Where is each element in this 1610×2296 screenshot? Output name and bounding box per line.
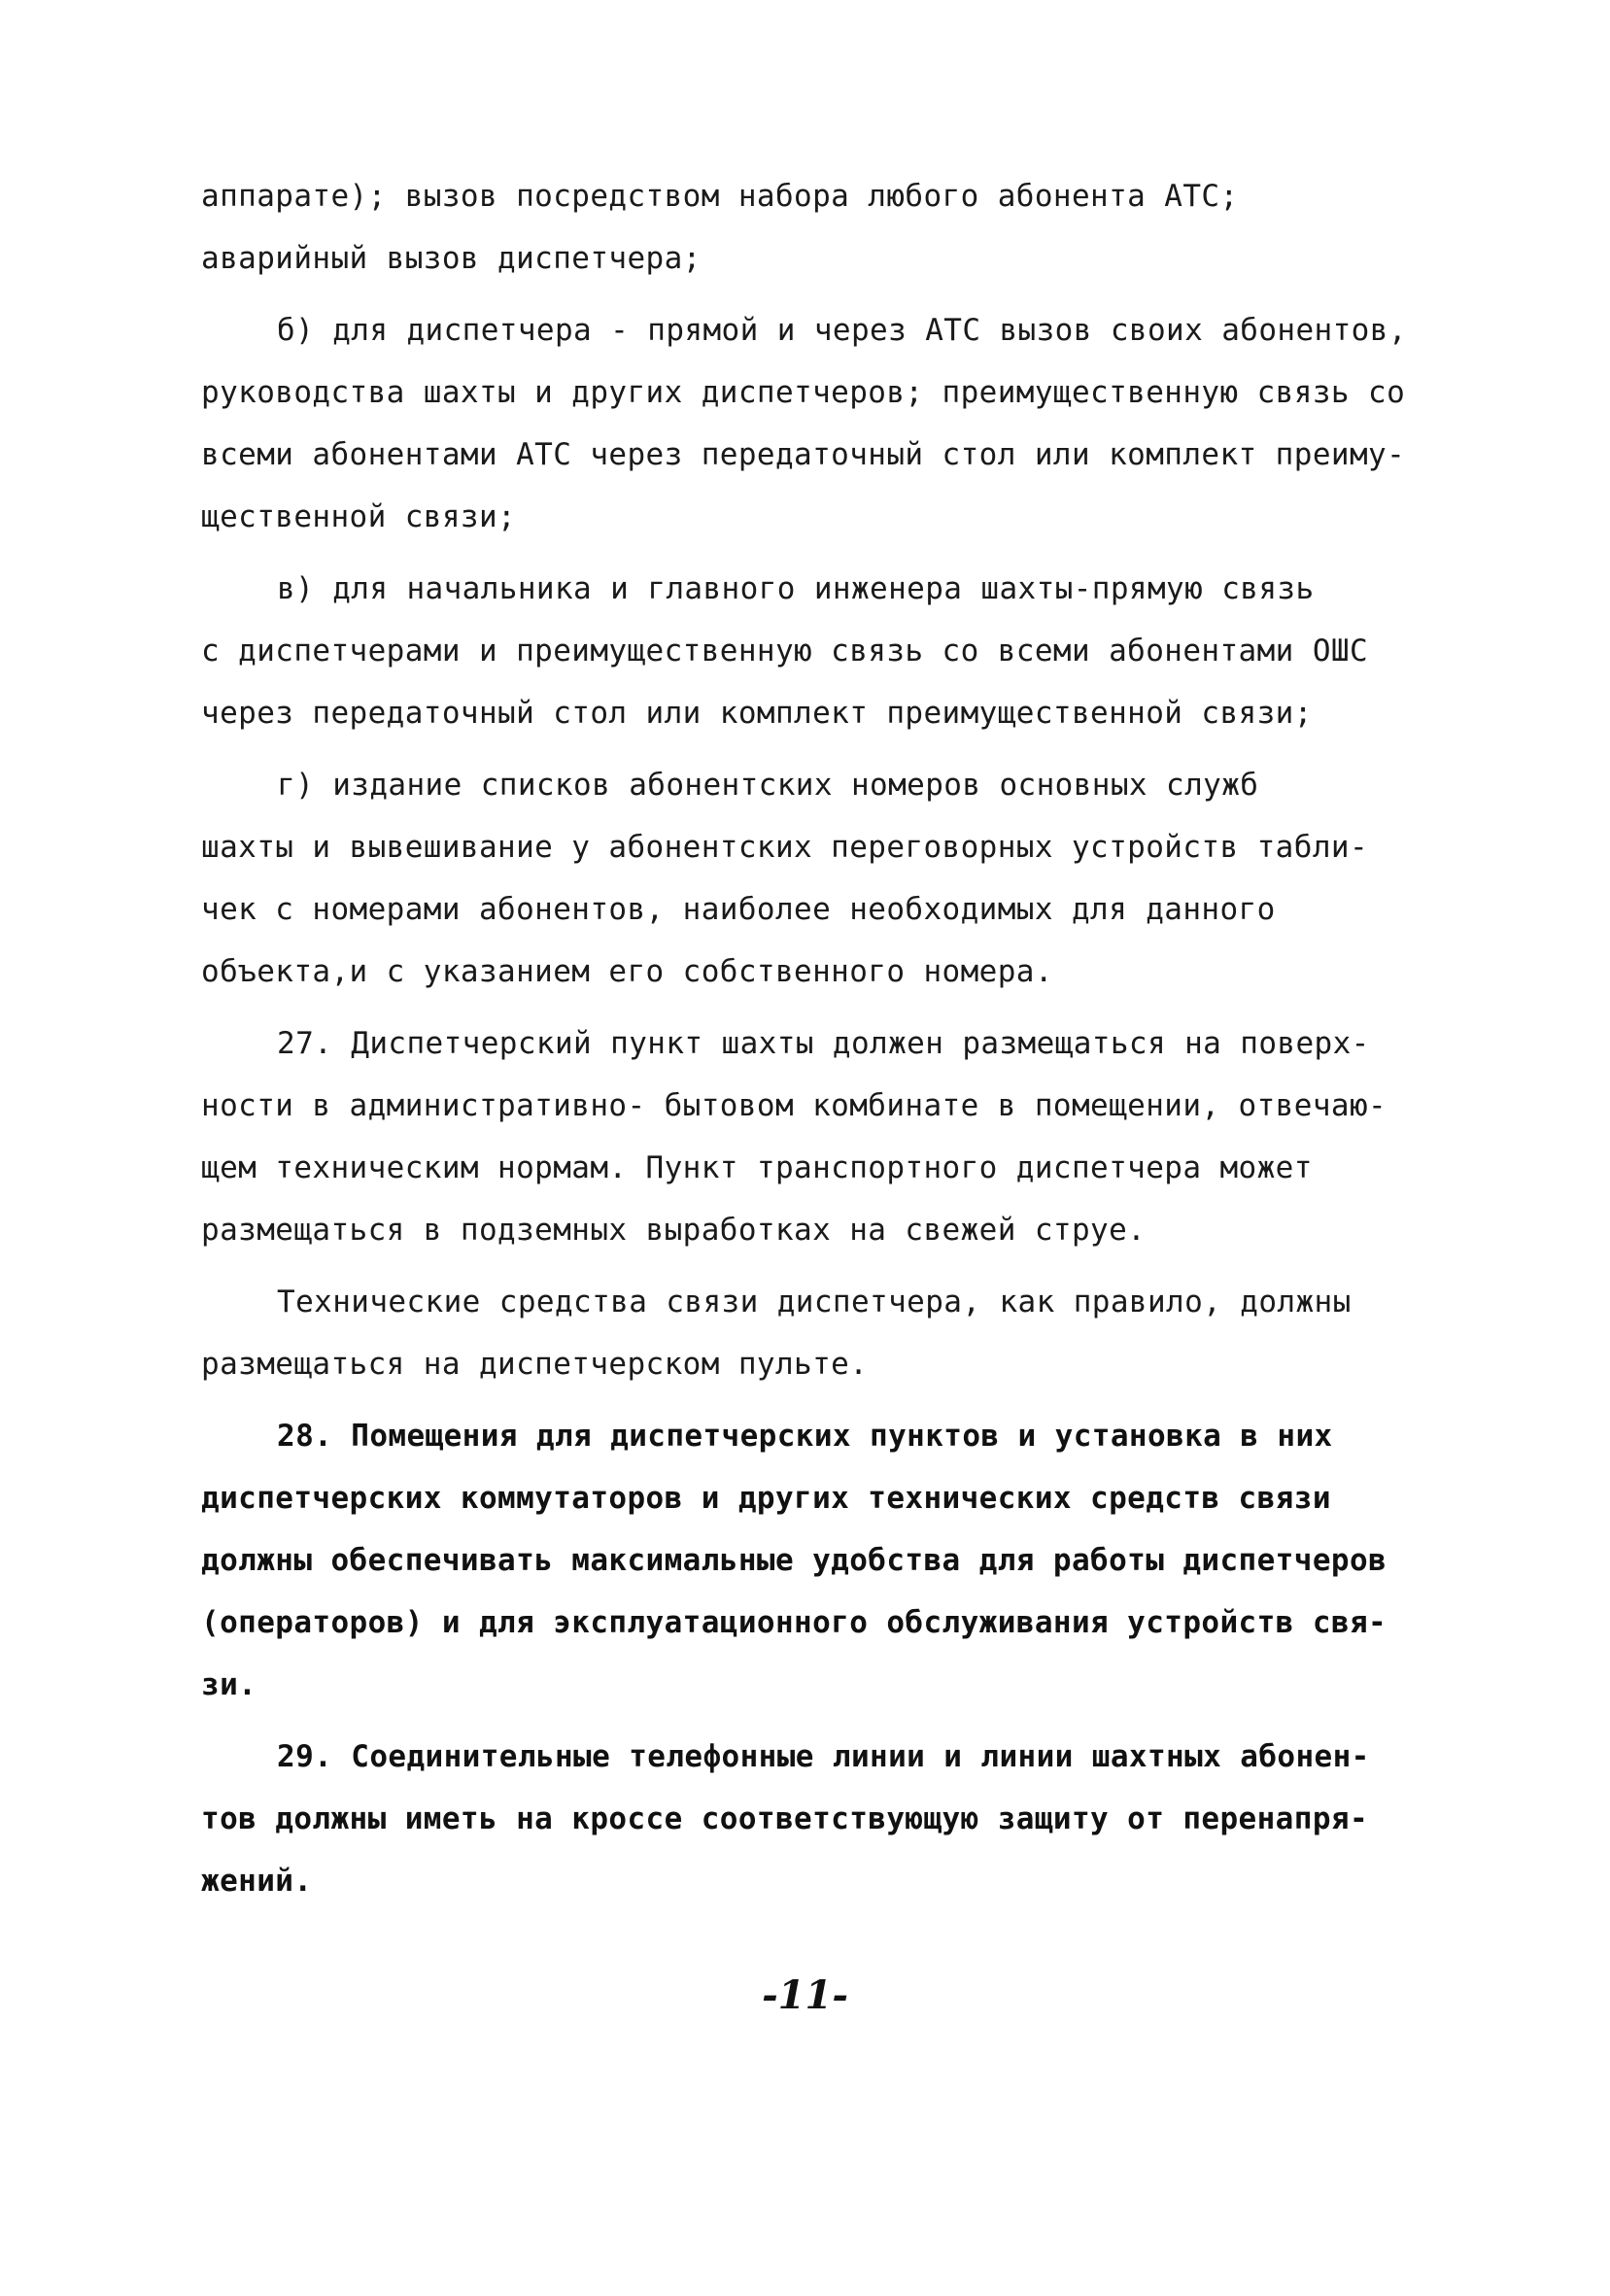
text-line: чек с номерами абонентов, наиболее необходимых для данного — [201, 892, 1276, 927]
text-line: тов должны иметь на кроссе соответствующую защиту от перенапря- — [201, 1801, 1369, 1836]
text-line: Технические средства связи диспетчера, как правило, должны — [277, 1285, 1352, 1319]
item-v-line: в) для начальника и главного инженера шахты-прямую связь — [277, 571, 1315, 606]
text-line: всеми абонентами АТС через передаточный стол или комплект преиму- — [201, 437, 1406, 472]
text-line: диспетчерских коммутаторов и других технических средств связи — [201, 1481, 1331, 1516]
text-line: аварийный вызов диспетчера; — [201, 241, 702, 276]
text-line: щем техническим нормам. Пункт транспортного диспетчера может — [201, 1150, 1313, 1185]
clause-28-line: 28. Помещения для диспетчерских пунктов и установка в них — [277, 1419, 1333, 1454]
text-line: размещаться на диспетчерском пульте. — [201, 1347, 869, 1382]
text-line: аппарате); вызов посредством набора любого абонента АТС; — [201, 179, 1239, 214]
text-line: должны обеспечивать максимальные удобства для работы диспетчеров — [201, 1543, 1387, 1578]
text-line: ности в административно- бытовом комбинате в помещении, отвечаю- — [201, 1088, 1387, 1123]
text-line: через передаточный стол или комплект преимущественной связи; — [201, 696, 1313, 731]
clause-27-line: 27. Диспетчерский пункт шахты должен размещаться на поверх- — [277, 1026, 1370, 1061]
item-b-line: б) для диспетчера - прямой и через АТС вызов своих абонентов, — [277, 313, 1407, 348]
text-line: зи. — [201, 1667, 257, 1702]
text-line: жений. — [201, 1864, 313, 1899]
page-number: -11- — [762, 1972, 848, 2018]
text-line: размещаться в подземных выработках на свежей струе. — [201, 1213, 1147, 1248]
clause-29-line: 29. Соединительные телефонные линии и линии шахтных абонен- — [277, 1739, 1370, 1774]
text-line: щественной связи; — [201, 499, 517, 534]
text-line: (операторов) и для эксплуатационного обслуживания устройств свя- — [201, 1605, 1387, 1640]
body-text — [201, 165, 1440, 1912]
item-g-line: г) издание списков абонентских номеров основных служб — [277, 768, 1259, 803]
text-line: объекта,и с указанием его собственного номера. — [201, 954, 1053, 989]
text-line: шахты и вывешивание у абонентских переговорных устройств табли- — [201, 830, 1369, 865]
text-line: руководства шахты и других диспетчеров; преимущественную связь со — [201, 375, 1406, 410]
text-line: с диспетчерами и преимущественную связь со всеми абонентами ОШС — [201, 634, 1369, 668]
